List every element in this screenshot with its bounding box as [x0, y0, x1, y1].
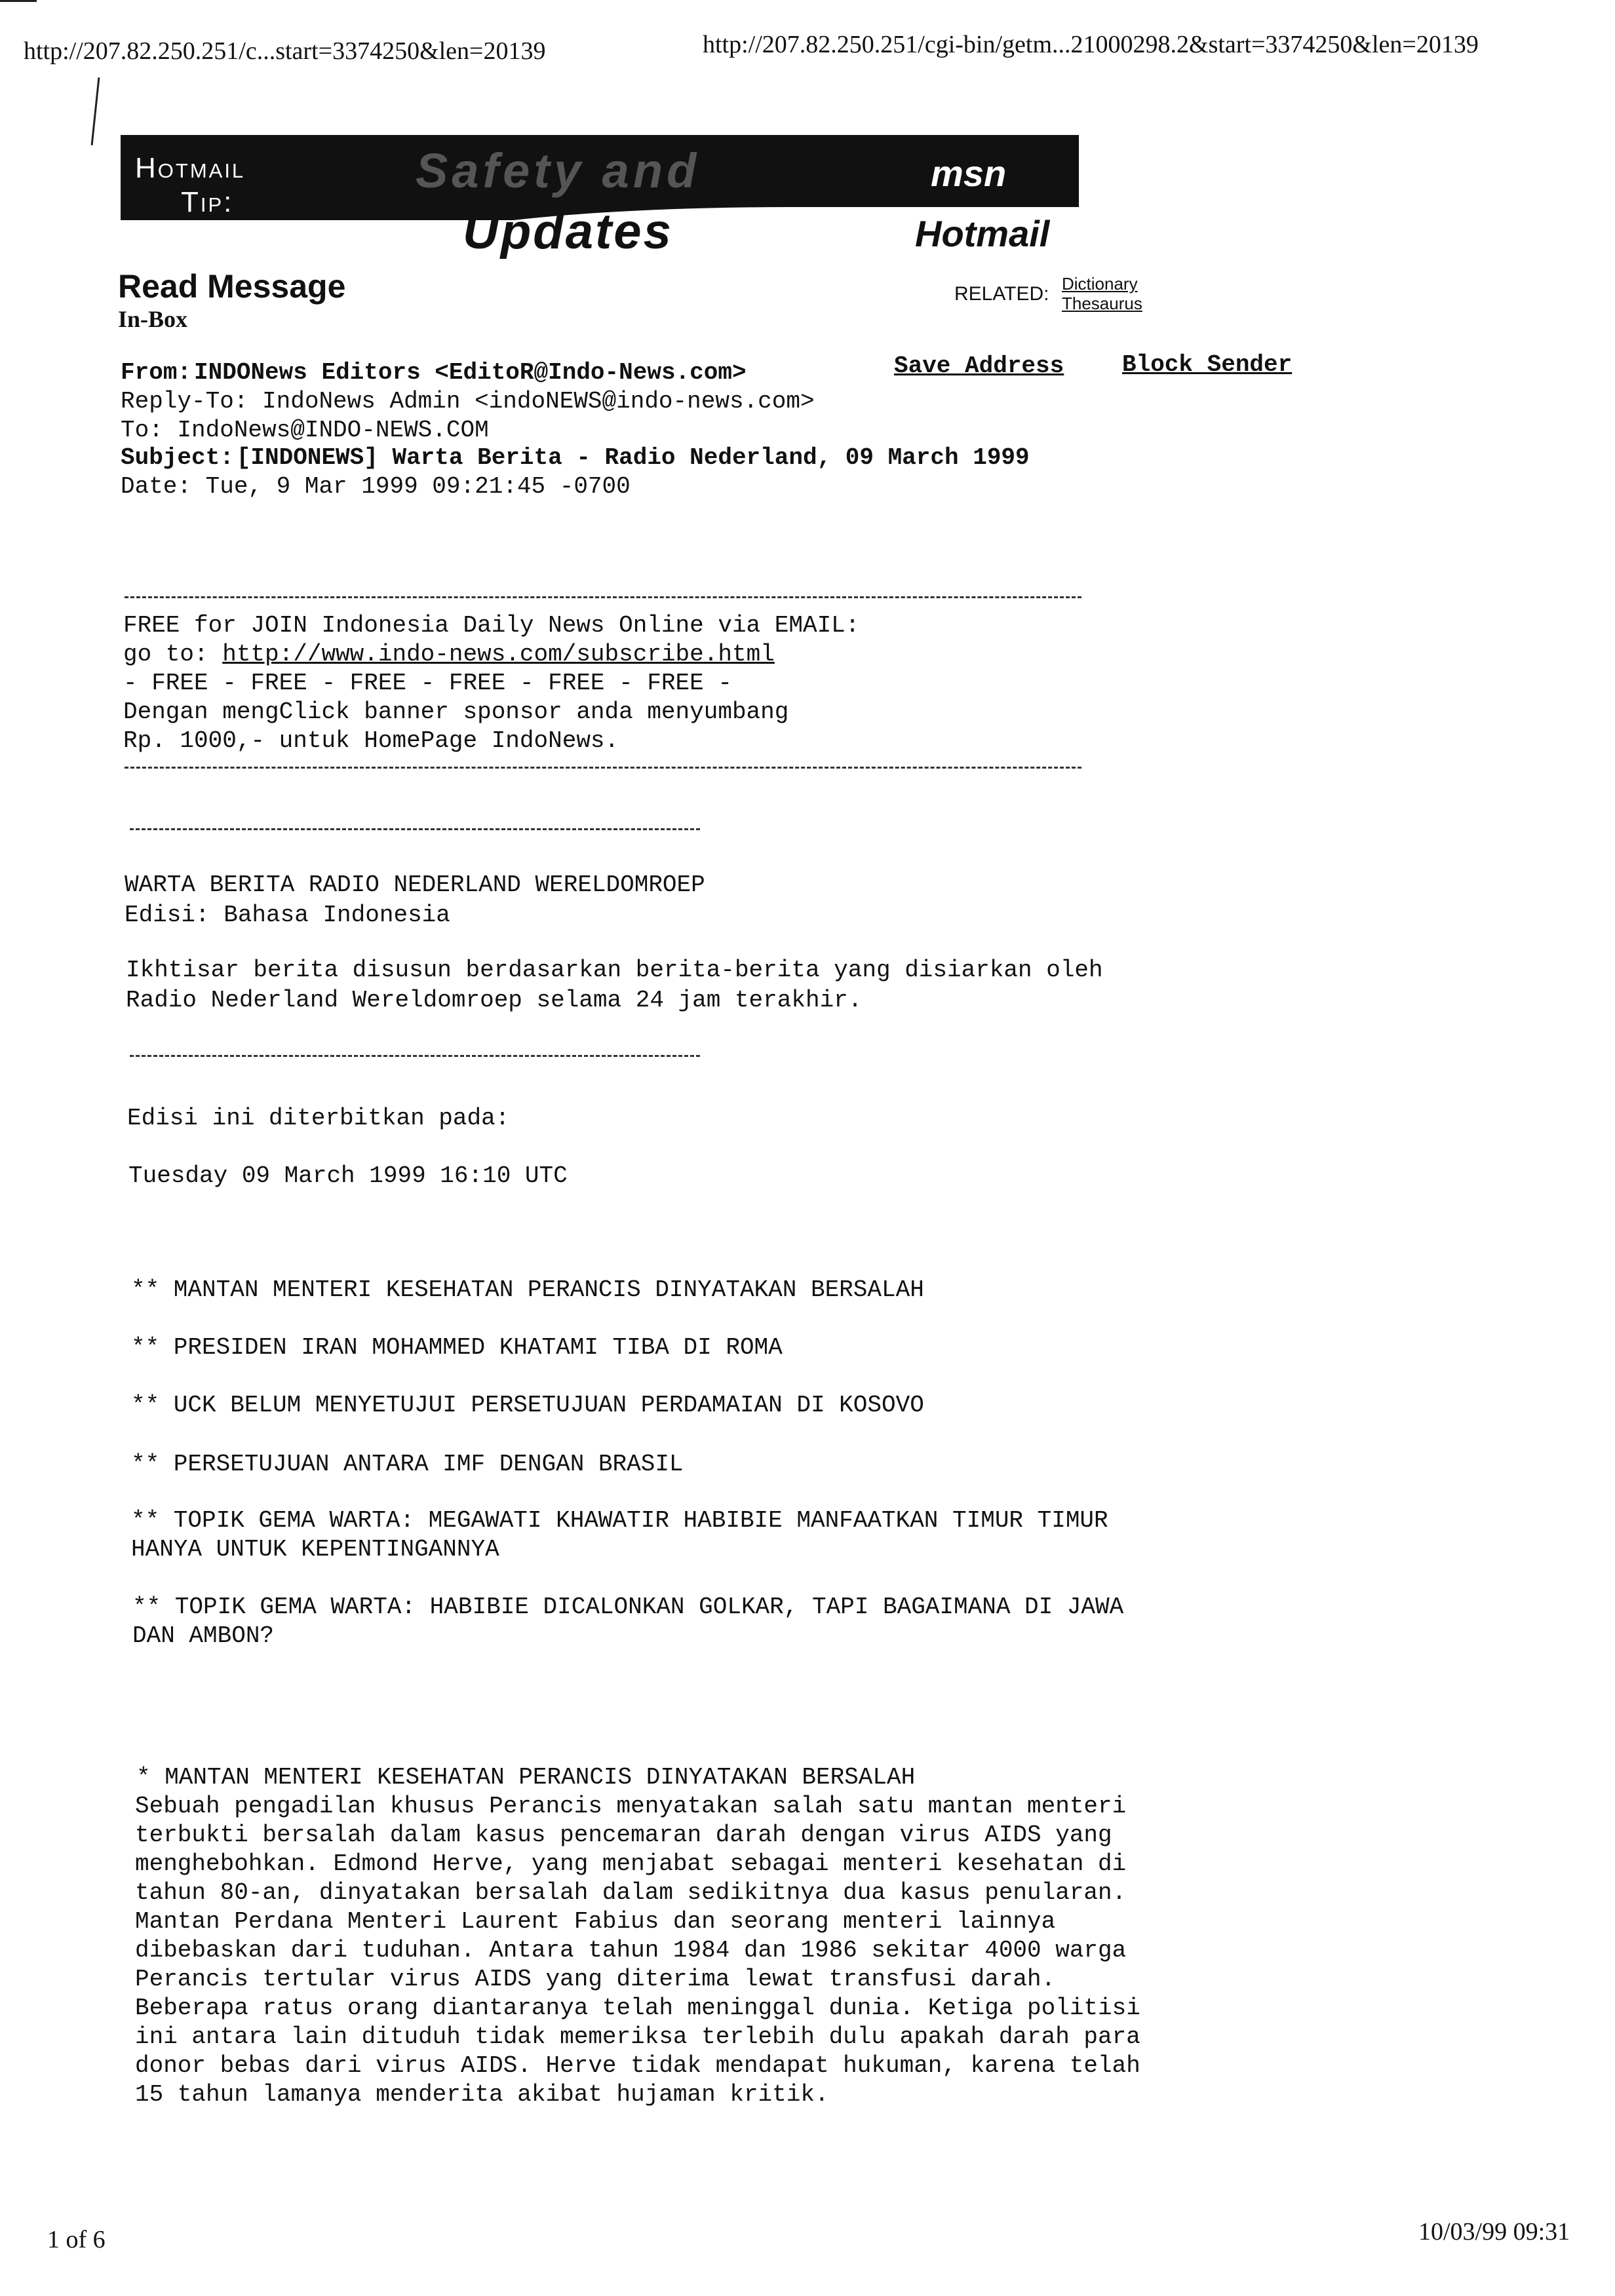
divider [130, 1055, 700, 1057]
subject-row [121, 444, 1030, 471]
banner-updates-text: Updates [463, 204, 673, 259]
hotmail-logo: Hotmail [915, 213, 1050, 254]
save-address-link[interactable]: Save Address [894, 353, 1064, 379]
bulletin-title: WARTA BERITA RADIO NEDERLAND WERELDOMROEP [125, 871, 705, 898]
date-line: Date: Tue, 9 Mar 1999 09:21:45 -0700 [121, 473, 631, 500]
print-header-right-url: http://207.82.250.251/cgi-bin/getm...21000298.2&start=3374250&len=20139 [703, 31, 1479, 58]
from-label: From: [121, 359, 192, 386]
msn-logo: msn [931, 153, 1007, 194]
banner-tip-title: Hotmail [135, 152, 246, 184]
print-header-left-url: http://207.82.250.251/c...start=3374250&len=20139 [24, 37, 546, 65]
bulletin-edition: Edisi: Bahasa Indonesia [125, 902, 450, 928]
promo-line: FREE for JOIN Indonesia Daily News Online via EMAIL: [123, 612, 860, 639]
hotmail-tip-banner[interactable] [121, 135, 1079, 265]
headline: ** TOPIK GEMA WARTA: HABIBIE DICALONKAN GOLKAR, TAPI BAGAIMANA DI JAWA [132, 1594, 1124, 1620]
article-title: * MANTAN MENTERI KESEHATAN PERANCIS DINYATAKAN BERSALAH [136, 1764, 916, 1791]
article-line: Sebuah pengadilan khusus Perancis menyatakan salah satu mantan menteri [135, 1793, 1127, 1820]
article-line: Perancis tertular virus AIDS yang diterima lewat transfusi darah. [135, 1966, 1056, 1993]
divider [125, 767, 1081, 769]
dictionary-link[interactable]: Dictionary [1062, 274, 1138, 294]
headline: ** MANTAN MENTERI KESEHATAN PERANCIS DINYATAKAN BERSALAH [131, 1276, 924, 1303]
article-line: dibebaskan dari tuduhan. Antara tahun 1984 dan 1986 sekitar 4000 warga [135, 1937, 1127, 1964]
article-line: Beberapa ratus orang diantaranya telah meninggal dunia. Ketiga politisi [135, 1995, 1140, 2021]
from-row [121, 359, 747, 386]
headline: ** TOPIK GEMA WARTA: MEGAWATI KHAWATIR HABIBIE MANFAATKAN TIMUR TIMUR [131, 1507, 1108, 1534]
summary-line: Radio Nederland Wereldomroep selama 24 jam terakhir. [126, 987, 863, 1014]
print-timestamp: 10/03/99 09:31 [1418, 2218, 1570, 2246]
related-label: RELATED: [954, 283, 1049, 305]
divider [130, 828, 700, 830]
headline: ** UCK BELUM MENYETUJUI PERSETUJUAN PERDAMAIAN DI KOSOVO [131, 1392, 924, 1419]
headline-continuation: HANYA UNTUK KEPENTINGANNYA [131, 1536, 499, 1563]
published-value: Tuesday 09 March 1999 16:10 UTC [128, 1162, 568, 1189]
article-line: ini antara lain dituduh tidak memeriksa terlebih dulu apakah darah para [135, 2023, 1140, 2050]
article-line: 15 tahun lamanya menderita akibat hujaman kritik. [135, 2081, 829, 2108]
promo-url-row [123, 641, 775, 668]
subscribe-link[interactable]: http://www.indo-news.com/subscribe.html [222, 641, 775, 668]
promo-line: Rp. 1000,- untuk HomePage IndoNews. [123, 727, 619, 754]
margin-mark [0, 0, 37, 2]
folder-name: In-Box [118, 306, 188, 332]
banner-safety-text: Safety and [416, 144, 701, 198]
promo-free-line: - FREE - FREE - FREE - FREE - FREE - FREE - [123, 670, 732, 697]
summary-line: Ikhtisar berita disusun berdasarkan berita-berita yang disiarkan oleh [126, 957, 1103, 984]
divider [125, 596, 1081, 598]
article-line: terbukti bersalah dalam kasus pencemaran darah dengan virus AIDS yang [135, 1822, 1112, 1848]
to-line: To: IndoNews@INDO-NEWS.COM [121, 417, 489, 444]
block-sender-link[interactable]: Block Sender [1122, 351, 1293, 378]
promo-line: Dengan mengClick banner sponsor anda menyumbang [123, 698, 789, 725]
article-line: Mantan Perdana Menteri Laurent Fabius dan seorang menteri lainnya [135, 1908, 1056, 1935]
page-number: 1 of 6 [47, 2226, 106, 2253]
banner-tip-label: Tip: [181, 186, 234, 218]
headline: ** PRESIDEN IRAN MOHAMMED KHATAMI TIBA DI ROMA [131, 1334, 783, 1361]
article-line: donor bebas dari virus AIDS. Herve tidak mendapat hukuman, karena telah [135, 2052, 1140, 2079]
headline-continuation: DAN AMBON? [132, 1622, 275, 1649]
thesaurus-link[interactable]: Thesaurus [1062, 294, 1142, 313]
reply-to-line: Reply-To: IndoNews Admin <indoNEWS@indo-news.com> [121, 388, 815, 415]
page-title: Read Message [118, 268, 346, 305]
article-body [135, 1793, 1140, 2110]
from-value: INDONews Editors <EditoR@Indo-News.com> [194, 359, 747, 386]
article-line: tahun 80-an, dinyatakan bersalah dalam sedikitnya dua kasus penularan. [135, 1879, 1127, 1906]
headline: ** PERSETUJUAN ANTARA IMF DENGAN BRASIL [131, 1451, 684, 1478]
subject-value: [INDONEWS] Warta Berita - Radio Nederland, 09 March 1999 [236, 444, 1030, 471]
subject-label: Subject: [121, 444, 234, 471]
promo-goto: go to: [123, 641, 223, 668]
pen-mark [91, 77, 100, 145]
article-line: menghebohkan. Edmond Herve, yang menjabat sebagai menteri kesehatan di [135, 1850, 1127, 1877]
published-label: Edisi ini diterbitkan pada: [127, 1105, 510, 1132]
